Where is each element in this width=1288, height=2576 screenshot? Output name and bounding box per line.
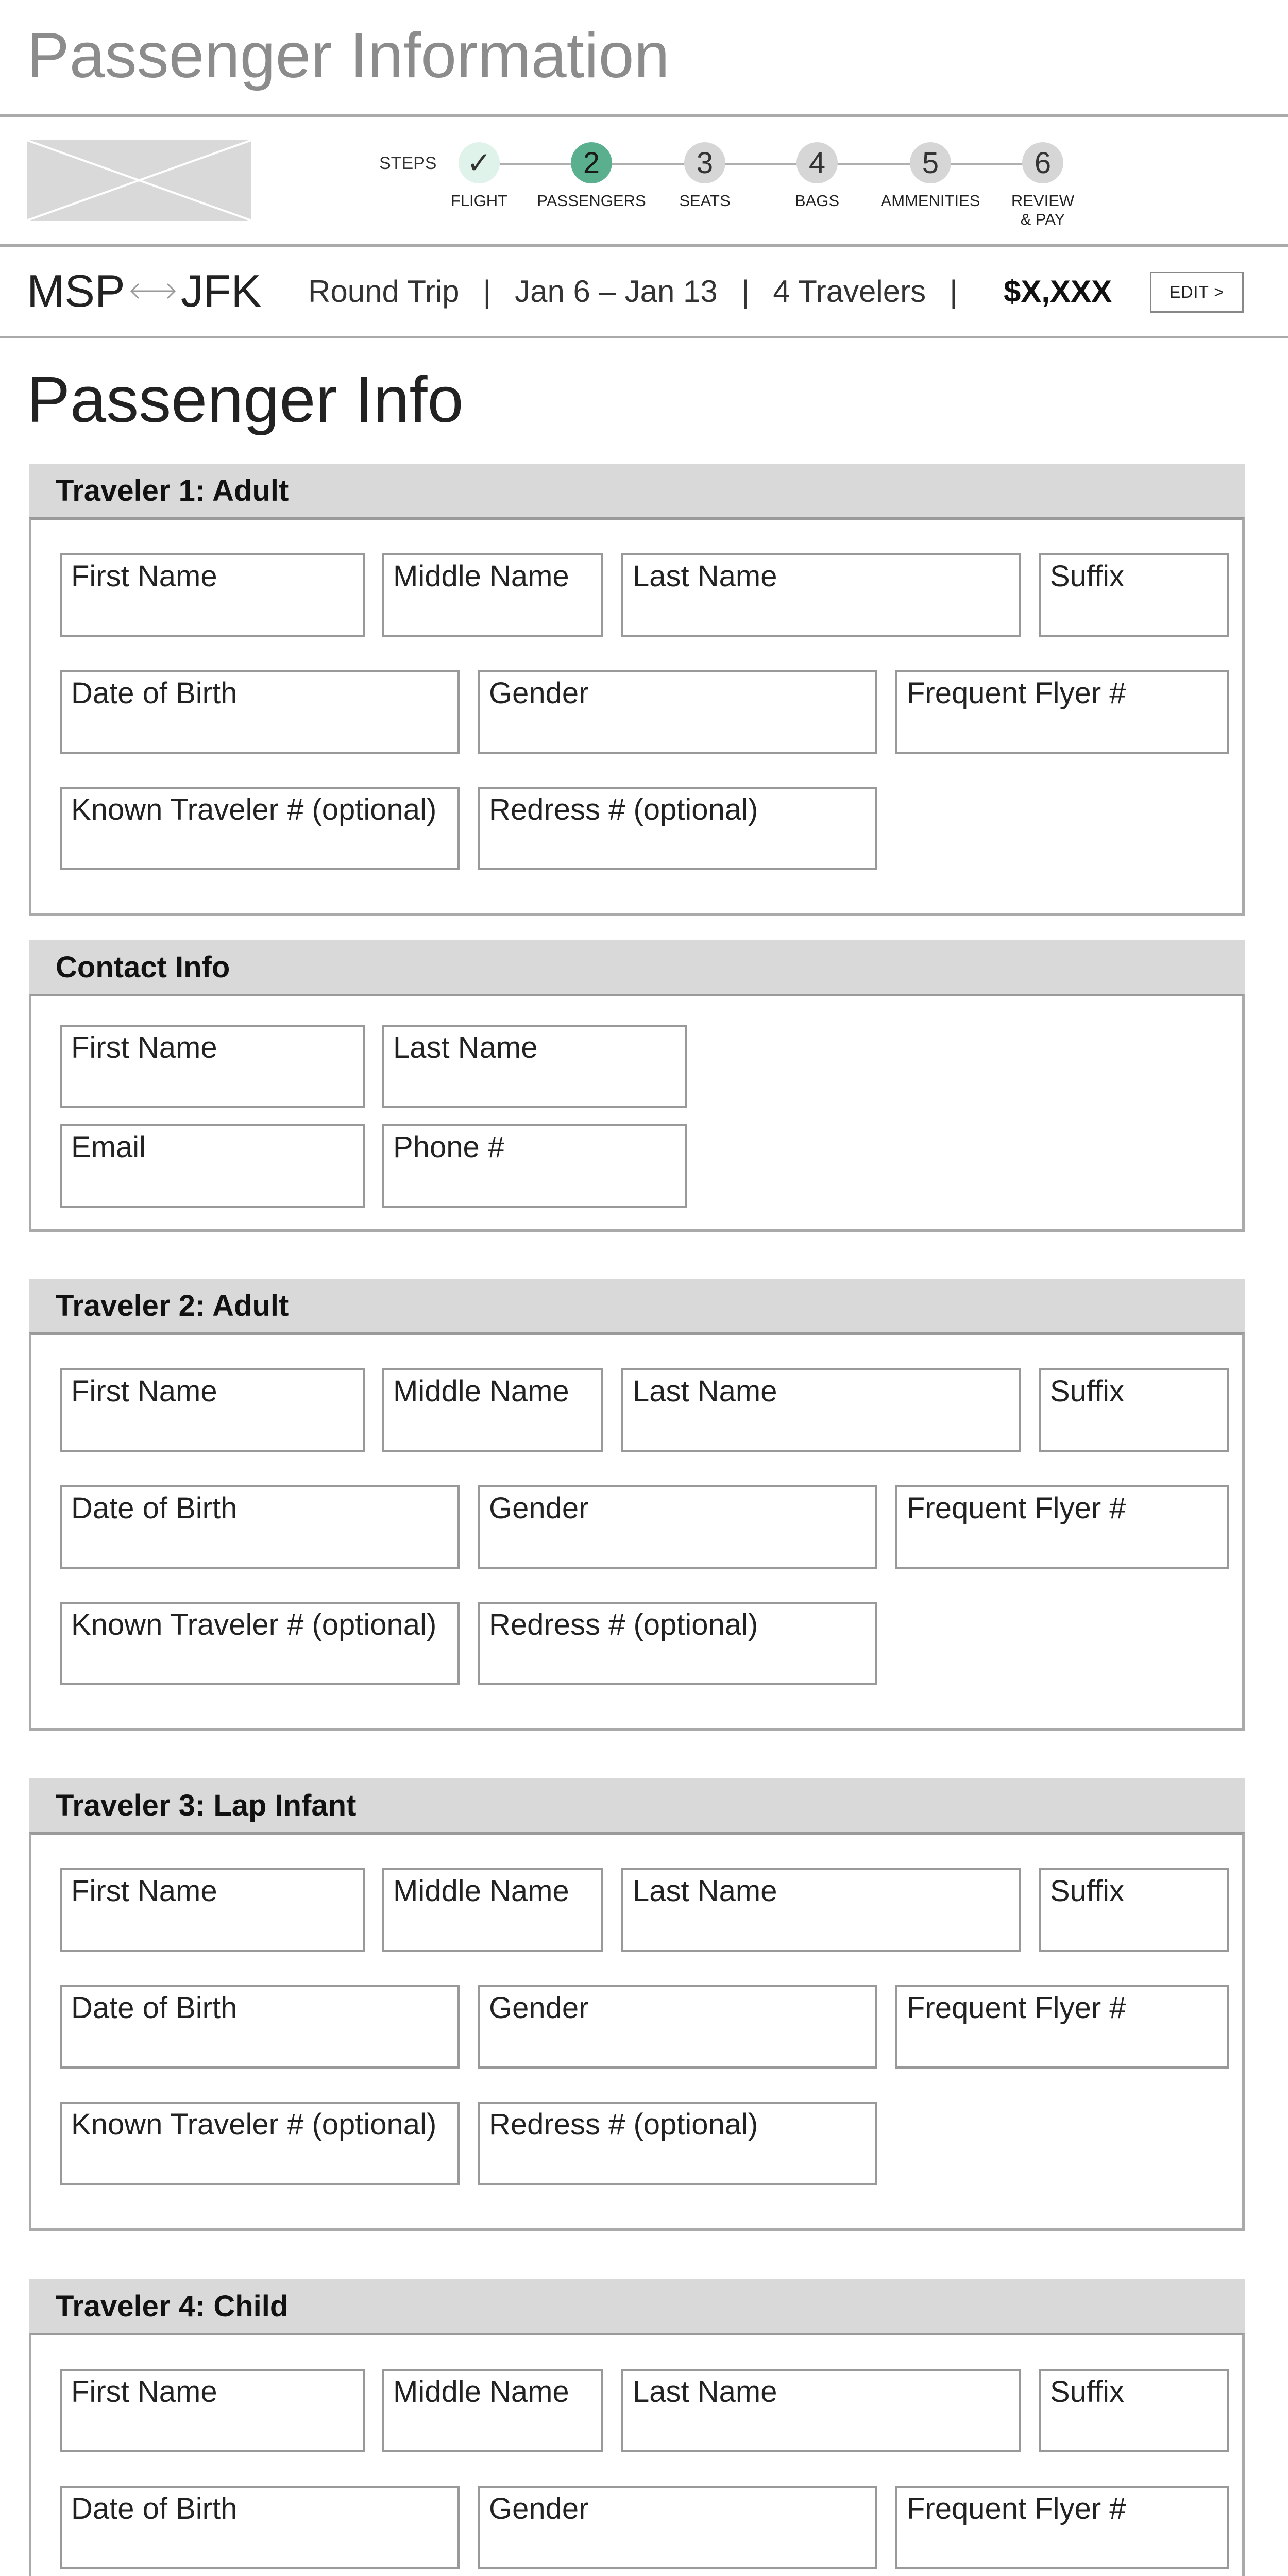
suffix-field[interactable]: Suffix	[1039, 2369, 1229, 2452]
contact-first-name-field[interactable]: First Name	[60, 1025, 365, 1108]
known-traveler-field[interactable]: Known Traveler # (optional)	[60, 1602, 460, 1685]
panel-heading: Contact Info	[29, 940, 1245, 994]
step-number: 5	[910, 142, 951, 183]
first-name-field[interactable]: First Name	[60, 1368, 365, 1452]
redress-field[interactable]: Redress # (optional)	[478, 1602, 877, 1685]
phone-field[interactable]: Phone #	[382, 1124, 687, 1208]
step-number: 6	[1022, 142, 1063, 183]
step-label: AMMENITIES	[880, 192, 980, 210]
redress-field[interactable]: Redress # (optional)	[478, 2102, 877, 2185]
gender-field[interactable]: Gender	[478, 2486, 877, 2569]
suffix-field[interactable]: Suffix	[1039, 1868, 1229, 1952]
middle-name-field[interactable]: Middle Name	[382, 553, 603, 637]
middle-name-field[interactable]: Middle Name	[382, 1868, 603, 1952]
middle-name-field[interactable]: Middle Name	[382, 1368, 603, 1452]
panel-heading: Traveler 2: Adult	[29, 1279, 1245, 1332]
redress-field[interactable]: Redress # (optional)	[478, 787, 877, 870]
traveler-1-panel	[29, 464, 1245, 916]
middle-name-field[interactable]: Middle Name	[382, 2369, 603, 2452]
email-field[interactable]: Email	[60, 1124, 365, 1208]
panel-heading: Traveler 1: Adult	[29, 464, 1245, 517]
step-label: PASSENGERS	[537, 192, 646, 210]
step-label: SEATS	[679, 192, 731, 210]
gender-field[interactable]: Gender	[478, 670, 877, 754]
gender-field[interactable]: Gender	[478, 1485, 877, 1569]
frequent-flyer-field[interactable]: Frequent Flyer #	[895, 1485, 1229, 1569]
traveler-3-panel	[29, 1778, 1245, 2231]
trip-type: Round Trip	[308, 274, 460, 309]
destination-airport: JFK	[180, 265, 262, 316]
trip-details	[308, 258, 981, 325]
step-label: BAGS	[794, 192, 840, 210]
step-passengers[interactable]	[537, 142, 646, 210]
traveler-4-panel	[29, 2279, 1245, 2576]
date-of-birth-field[interactable]: Date of Birth	[60, 670, 460, 754]
known-traveler-field[interactable]: Known Traveler # (optional)	[60, 2102, 460, 2185]
traveler-1-form	[29, 517, 1245, 916]
trip-divider	[0, 336, 1288, 338]
separator: |	[483, 274, 492, 309]
traveler-2-form	[29, 1332, 1245, 1731]
steps-label: STEPS	[379, 154, 437, 173]
step-number: 4	[796, 142, 838, 183]
traveler-count: 4 Travelers	[773, 274, 926, 309]
section-title: Passenger Info	[27, 363, 464, 436]
suffix-field[interactable]: Suffix	[1039, 1368, 1229, 1452]
frequent-flyer-field[interactable]: Frequent Flyer #	[895, 2486, 1229, 2569]
frequent-flyer-field[interactable]: Frequent Flyer #	[895, 670, 1229, 754]
panel-heading: Traveler 4: Child	[29, 2279, 1245, 2333]
step-label: FLIGHT	[450, 192, 508, 210]
date-of-birth-field[interactable]: Date of Birth	[60, 2486, 460, 2569]
first-name-field[interactable]: First Name	[60, 1868, 365, 1952]
step-number: 2	[571, 142, 612, 183]
edit-trip-button[interactable]: EDIT >	[1150, 272, 1244, 313]
step-amenities[interactable]	[880, 142, 980, 210]
trip-route	[27, 258, 261, 325]
trip-dates: Jan 6 – Jan 13	[515, 274, 718, 309]
contact-last-name-field[interactable]: Last Name	[382, 1025, 687, 1108]
separator: |	[741, 274, 750, 309]
traveler-3-form	[29, 1832, 1245, 2231]
date-of-birth-field[interactable]: Date of Birth	[60, 1985, 460, 2069]
known-traveler-field[interactable]: Known Traveler # (optional)	[60, 787, 460, 870]
last-name-field[interactable]: Last Name	[621, 1368, 1021, 1452]
last-name-field[interactable]: Last Name	[621, 1868, 1021, 1952]
check-icon: ✓	[459, 142, 500, 183]
first-name-field[interactable]: First Name	[60, 2369, 365, 2452]
traveler-4-form	[29, 2333, 1245, 2576]
first-name-field[interactable]: First Name	[60, 553, 365, 637]
step-bags[interactable]	[794, 142, 840, 210]
contact-info-panel	[29, 940, 1245, 1232]
step-label: REVIEW & PAY	[1011, 192, 1075, 228]
contact-info-form	[29, 994, 1245, 1232]
origin-airport: MSP	[27, 265, 125, 316]
page-title: Passenger Information	[27, 20, 670, 91]
header-divider	[0, 114, 1288, 117]
traveler-2-panel	[29, 1279, 1245, 1731]
separator: |	[950, 274, 958, 309]
frequent-flyer-field[interactable]: Frequent Flyer #	[895, 1985, 1229, 2069]
double-arrow-icon	[128, 281, 178, 301]
last-name-field[interactable]: Last Name	[621, 2369, 1021, 2452]
trip-price: $X,XXX	[1004, 274, 1112, 309]
steps-track	[479, 163, 1046, 165]
step-flight[interactable]	[450, 142, 508, 210]
steps-divider	[0, 244, 1288, 247]
panel-heading: Traveler 3: Lap Infant	[29, 1778, 1245, 1832]
gender-field[interactable]: Gender	[478, 1985, 877, 2069]
suffix-field[interactable]: Suffix	[1039, 553, 1229, 637]
step-number: 3	[684, 142, 725, 183]
step-review-pay[interactable]	[1011, 142, 1075, 228]
logo-placeholder-icon	[27, 140, 251, 221]
step-seats[interactable]	[679, 142, 731, 210]
date-of-birth-field[interactable]: Date of Birth	[60, 1485, 460, 1569]
last-name-field[interactable]: Last Name	[621, 553, 1021, 637]
